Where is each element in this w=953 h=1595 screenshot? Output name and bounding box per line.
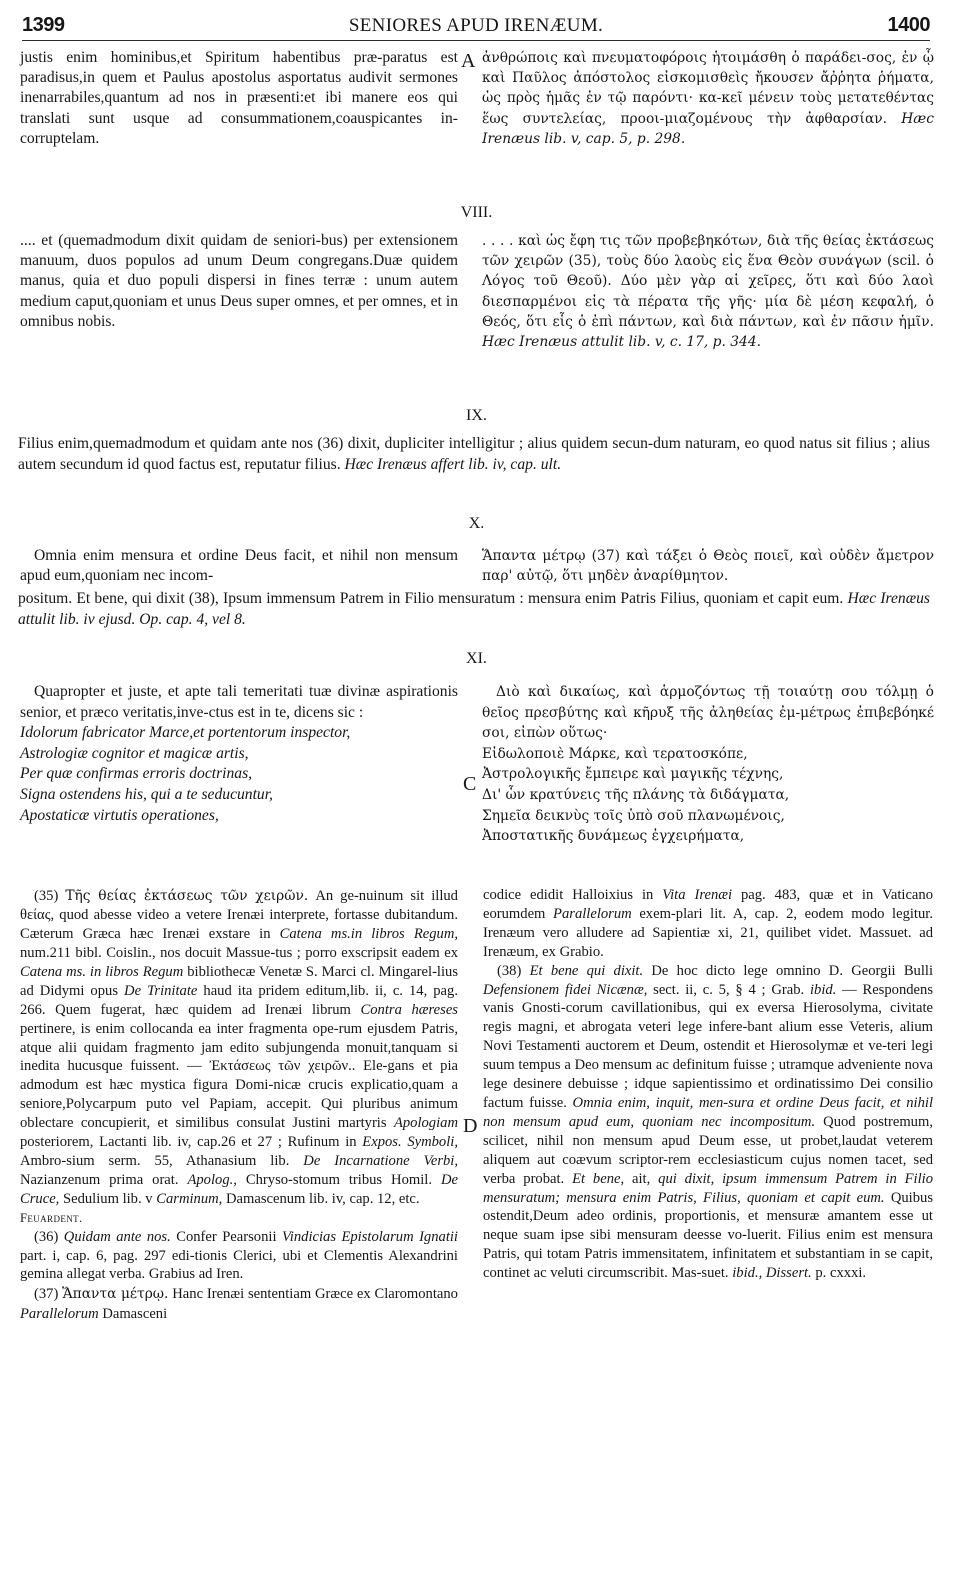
footnote-greek-lemma: Ἅπαντα μέτρῳ. [62,1286,169,1303]
footnote-37 [20,1284,458,1323]
footnote-italic: De Trinitate [124,982,198,999]
greek-citation: Hæc Irenæus lib. [482,110,934,147]
footnote-text: Hanc Irenæi sententiam Græce ex Claromontano [172,1286,458,1303]
footnote-text: haud ita pridem editum,lib. ii, c. 14, pag. 266. Quem fugerat, hæc quidem ad Irenæi librum [20,982,458,1018]
latin-verse-2: Astrologiæ cognitor et magicæ artis, [20,744,249,762]
latin-verse-1: Idolorum fabricator Marce,et portentorum inspector, [20,724,351,742]
footnote-text: bibliothecæ Venetæ S. Marci cl. Mingarel-lius ad Didymi opus [20,963,459,999]
block-10-cont-text: positum. Et bene, qui dixit (38), Ipsum immensum Patrem in Filio mensuratum : mensura enim Patris Filius, quoniam et capit eum. [18,590,844,607]
greek-text: . . . . καὶ ὡς ἔφη τις τῶν προβεβηκότων, διὰ τῆς θείας ἐκτάσεως τῶν χειρῶν (35), τοὺς δύο λαοὺς εἰς ἕνα Θεὸν συνάγων (scil. ὁ Λόγος τοῦ Θεοῦ). Δύο μὲν γὰρ αἱ χεῖρες, ὅτι καὶ δύο λαοὶ διεσπαρμένοι εἰς τὰ πέρατα τῆς γῆς· μία δὲ μέση κεφαλή, ὁ Θεός, ὅτι εἷς ὁ ἐπὶ πάντων, καὶ διὰ πάντων, καὶ ἐν πᾶσιν ἡμῖν. [482,233,934,330]
block-10-continuation [18,589,930,630]
footnote-text: — Respondens vanis Gnosti-corum cavillationibus, qui ex eversa Hierosolyma, civitate regis magni, et abrogata veteri lege infere-bant alium esse Veteris, alium Novi Testamenti auctorem et Deum, ostendit et Hierosolymæ et ve-teri legi suum tempus a Deo mensum ac definitum fuisse ; utramque adveniente nova lege desinere debuisse ; idque sapientissimo et ordinatissimo Dei consilio factum fuisse. [483,981,934,1111]
latin-text: .... et (quemadmodum dixit quidam de seniori-bus) per extensionem manuum, duos populos ad unum Deum congregans.Duæ quidem manus, quia et duo populi dispersi in fines terræ : unum autem medium caput,quoniam et unus Deus super omnes, et per omnes, et in omnibus nobis. [20,232,458,330]
footnote-text: Damasceni [102,1305,168,1322]
footnotes-right-column [483,886,933,1283]
greek-column-block-11 [482,682,934,847]
section-heading-x: X. [468,515,485,532]
footnote-36 [20,1228,458,1285]
greek-verse-1: Εἰδωλοποιὲ Μάρκε, καὶ τερατοσκόπε, [482,745,748,762]
section-heading-ix: IX. [466,407,487,424]
latin-column-block-1 [20,48,458,149]
footnote-marker: (37) [34,1286,59,1303]
footnote-italic: qui dixit, ipsum immensum Patrem in Filio mensuratum; mensura enim Patris, Filius, quoniam et capit eum. [483,1170,934,1206]
footnote-italic: Et bene, [572,1170,625,1187]
footnote-italic: De Cruce, [20,1171,458,1207]
greek-verse-5: Ἀποστατικῆς δυνάμεως ἐγχειρήματα, [482,828,745,845]
section-heading-viii: VIII. [460,204,493,221]
footnote-italic: ibid. [809,981,837,998]
footnote-italic: Contra hæreses [360,1001,458,1018]
footnotes-left-column [20,886,458,1323]
margin-mark-c: C [463,773,477,795]
page-number-left: 1399 [22,14,65,36]
footnote-italic: Vindicias Epistolarum Ignatii [281,1228,458,1245]
footnote-italic: Apolog., [187,1171,237,1188]
footnote-text: part. i, cap. 6, pag. 297 edi-tionis Clerici, ubi et Clementis Alexandrini gemina allegat verba. Grabius ad Iren. [20,1247,458,1283]
footnote-marker: (35) [34,888,59,904]
greek-column-block-10 [482,546,934,586]
footnote-text: num.211 bibl. Coislin., nos docuit Massue-tus ; porro exscripsit eadem ex [20,945,458,962]
latin-verse-3: Per quæ confirmas erroris doctrinas, [20,765,253,783]
footnote-text: Ambro-sium serm. 55, Athanasium lib. [20,1152,290,1169]
footnote-text: Confer Pearsonii [176,1228,277,1245]
greek-verse-3: Δι' ὧν κρατύνεις τῆς πλάνης τὰ διδάγματα, [482,786,790,803]
footnote-text: pertinere, is enim collocanda ea inter fragmenta ope-rum ejusdem Patris, atque alii quidam fragmento jam edito subjungenda monuit,tanquam si inedita hucusque fuissent. — Ἐκτάσεως τῶν χειρῶν.. Ele-gans et pia admodum est hæc mystica figura Domi-nicæ crucis explicatio,quam a seniore,Polycarpum puto vel Papiam, accepit. Qui pluribus animum oblectare concupierit, et similibus consulat Justini martyris [20,1020,458,1132]
footnote-text: Chryso-stomum tribus Homil. [245,1171,433,1188]
footnote-italic: Omnia enim, inquit, men-sura et ordine Deus facit, et nihil non mensum apud eum, quoniam nec incompositum. [483,1094,933,1130]
footnote-text: Damascenum lib. iv, cap. 12, etc. [225,1190,420,1207]
footnote-italic: Defensionem fidei Nicænæ, [483,981,648,998]
running-header [22,14,930,41]
footnote-text: exem-plari lit. A, cap. 2, eodem modo legitur. Irenæum vero alludere ad Sapientiæ xi, 21, quilibet videt. Massuet. ad Irenæum, ex Grabio. [483,905,933,960]
margin-mark-a: A [461,50,476,72]
footnote-italic: Carminum, [156,1190,223,1207]
footnote-italic: Expos. Symboli, [362,1134,458,1151]
greek-verse-4: Σημεῖα δεικνὺς τοῖς ὑπὸ σοῦ πλανωμένοις, [482,807,785,824]
latin-column-block-11 [20,682,458,826]
footnote-text: An ge-nuinum sit illud θείας, quod abesse video a vetere Irenæi interprete, fortasse dubitandum. Cæterum Græca hæc Irenæi exstare in [20,888,458,943]
block-10-citation: Hæc Irenæus attulit lib. iv ejusd. Op. cap. 4, vel 8. [18,590,930,628]
footnote-lemma: Et bene qui dixit. [529,962,644,979]
greek-text: ἀνθρώποις καὶ πνευματοφόροις ἡτοιμάσθη ὁ παράδει-σος, ἐν ᾧ καὶ Παῦλος ἀπόστολος εἰσκομισθεὶς ἤκουσεν ἄῤῥητα ῥήματα, ὡς πρὸς ἡμᾶς ἐν τῷ παρόντι· κα-κεῖ μένειν τοὺς μετατεθέντας ἕως συντελείας, προοι-μιαζομένους τὴν ἀφθαρσίαν. [482,50,934,127]
footnote-italic: Vita Irenæi [662,887,733,903]
footnote-text: Nazianzenum prima orat. [20,1171,179,1188]
footnote-text: p. cxxxi. [815,1265,867,1282]
footnote-italic: De Incarnatione Verbi, [303,1152,458,1169]
footnote-italic: Apologiam [393,1115,458,1132]
footnote-text: Sedulium lib. v [62,1190,153,1207]
greek-citation: Hæc Irenæus attulit lib. v, c. 17, p. 344. [482,334,761,351]
footnote-italic: ibid., Dissert. [732,1265,812,1282]
footnote-35 [20,886,458,1209]
block-9-body: Filius enim,quemadmodum et quidam ante nos (36) dixit, dupliciter intelligitur ; alius quidem secun-dum naturam, eo quod natus sit filius ; alius autem secundum id quod factus est, reputatur filius. [18,435,930,473]
greek-column-block-1 [482,48,934,149]
latin-intro: Quapropter et juste, et apte tali temeritati tuæ divinæ aspirationis senior, et præco veritatis,inve-ctus est in te, dicens sic : [20,683,458,721]
greek-intro: Διὸ καὶ δικαίως, καὶ ἁρμοζόντως τῇ τοιαύτῃ σου τόλμῃ ὁ θεῖος πρεσβύτης καὶ κῆρυξ τῆς ἀληθείας ἐμ-μέτρως ἐπιβεβόηκέ σοι, εἰπὼν οὕτως· [482,684,934,742]
footnote-37-continued [483,886,933,962]
latin-column-block-8 [20,231,458,332]
block-9-text [18,434,930,475]
footnote-italic: Parallelorum [553,905,632,922]
latin-verse-5: Apostaticæ virtutis operationes, [20,806,219,824]
footnote-marker: (36) [34,1228,59,1245]
footnote-greek-lemma: Τῆς θείας ἐκτάσεως τῶν χειρῶν. [65,888,309,904]
page-number-right: 1400 [887,14,930,36]
footnote-italic: Catena ms.in libros Regum, [279,926,459,943]
footnote-text: De hoc dicto lege omnino D. Georgii Bulli [651,962,934,979]
footnote-italic: Parallelorum [20,1305,99,1322]
latin-column-block-10 [20,546,458,586]
section-heading-xi: XI. [466,650,487,667]
footnote-author-feuardent: Feuardent. [20,1210,83,1225]
latin-text: Omnia enim mensura et ordine Deus facit, et nihil non mensum apud eum,quoniam nec incom- [20,547,458,585]
latin-text: justis enim hominibus,et Spiritum habentibus præ-paratus est paradisus,in quem et Paulus apostolus asportatus audivit sermones inenarrabiles,quantum ad nos in præsenti:et ibi manere eos qui translati sunt usque ad consummationem,coauspicantes in-corruptelam. [20,49,458,147]
block-9-citation: Hæc Irenæus affert lib. iv, cap. ult. [344,455,562,473]
greek-column-block-8 [482,231,934,352]
footnote-text: Quod postremum, scilicet, nihil non mensum apud Deum esse, ut probet,laudat veterem aliquem aut coævum scriptor-rem ecclesiasticum cujus nomen tacet, sed verba probat. [483,1113,933,1187]
running-title: SENIORES APUD IRENÆUM. [348,15,604,36]
footnote-38 [483,962,933,1283]
greek-verse-2: Ἀστρολογικῆς ἔμπειρε καὶ μαγικῆς τέχνης, [482,766,784,783]
footnote-text: posteriorem, Lactanti lib. iv, cap.26 et 27 ; Rufinum in [20,1134,357,1151]
footnote-italic: Catena ms. in libros Regum [20,963,184,980]
greek-text: Ἅπαντα μέτρῳ (37) καὶ τάξει ὁ Θεὸς ποιεῖ, καὶ οὐδὲν ἄμετρον παρ' αὐτῷ, ὅτι μηδὲν ἀναρίθμητον. [482,548,934,585]
latin-verse-4: Signa ostendens his, qui a te seducuntur, [20,785,273,803]
footnote-text: pag. 483, quæ et in Vaticano eorumdem [483,887,933,922]
footnote-text: Quibus ostendit,Deum adeo ordinis, proportionis, et mensuræ amantem esse ut neque suam ipse sibi mensuram deesse vo-luerit. Filius enim est mensura Patris, qui totam Patris immensitatem, infinitatem et substantiam in se capit, continet ac veluti circumscribit. Mas-suet. [483,1189,933,1282]
footnote-text: sect. ii, c. 5, § 4 ; Grab. [653,981,805,998]
footnote-marker: (38) [497,962,522,979]
margin-mark-d: D [463,1115,478,1137]
footnote-text: ait, [632,1170,651,1187]
footnote-text: codice edidit Halloixius in [483,887,654,903]
greek-citation-tail: v, cap. 5, p. 298. [570,130,686,147]
footnote-lemma: Quidam ante nos. [63,1228,171,1245]
